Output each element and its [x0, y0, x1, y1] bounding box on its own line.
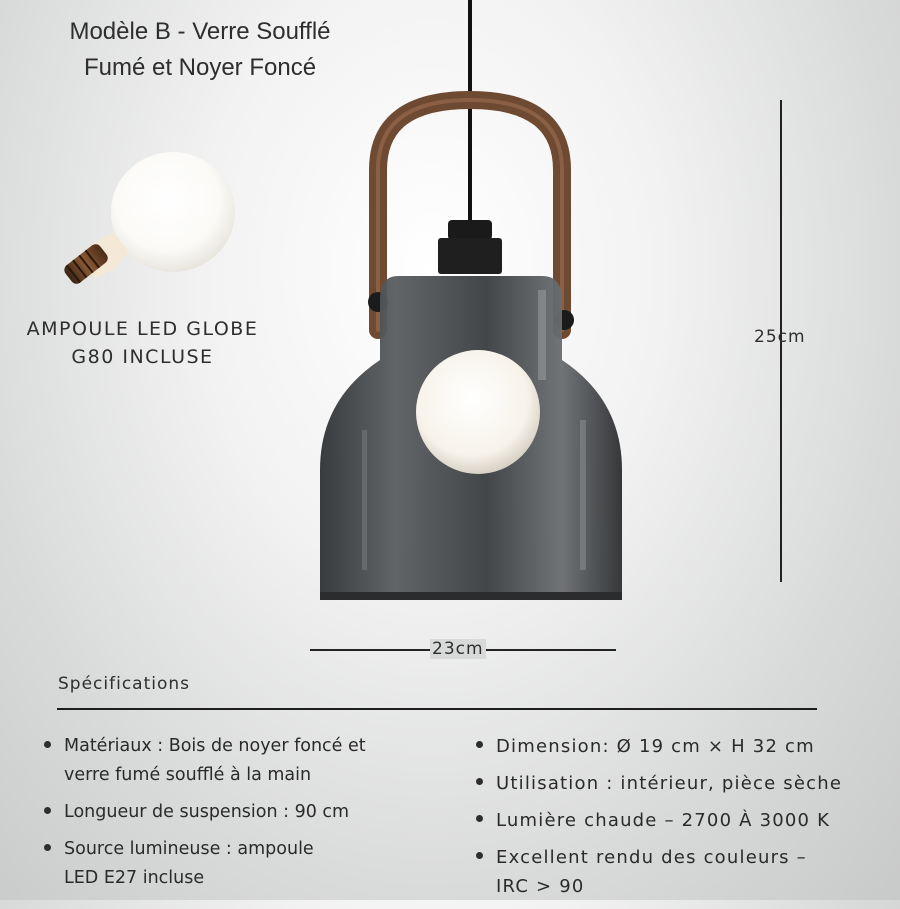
spec-list-right — [474, 732, 894, 909]
specifications-heading: Spécifications — [58, 674, 191, 694]
spec-item-suspension-length: Longueur de suspension : 90 cm — [42, 798, 452, 827]
pendant-lamp-image — [300, 0, 640, 620]
product-title-line-2: Fumé et Noyer Foncé — [83, 54, 317, 81]
spec-item-usage: Utilisation : intérieur, pièce sèche — [474, 769, 894, 798]
spec-item-materials: Matériaux : Bois de noyer foncé et verre fumé soufflé à la main — [42, 732, 452, 790]
spec-item-color-rendering: Excellent rendu des couleurs – IRC > 90 — [474, 843, 894, 901]
specifications-divider — [57, 708, 817, 710]
bulb-label-line-1: AMPOULE LED GLOBE — [26, 318, 259, 340]
bulb-label-line-2: G80 INCLUSE — [71, 346, 214, 368]
height-dimension-label: 25cm — [754, 327, 806, 347]
product-title-line-1: Modèle B - Verre Soufflé — [69, 18, 331, 45]
width-dimension-label: 23cm — [432, 639, 484, 659]
bulb-label — [10, 315, 275, 371]
led-globe-bulb-image — [55, 150, 245, 290]
spec-item-warm-light: Lumière chaude – 2700 À 3000 K — [474, 806, 894, 835]
spec-item-light-source: Source lumineuse : ampoule LED E27 incluse — [42, 835, 452, 893]
spec-list-left — [42, 732, 452, 901]
spec-item-dimension: Dimension: Ø 19 cm × H 32 cm — [474, 732, 894, 761]
